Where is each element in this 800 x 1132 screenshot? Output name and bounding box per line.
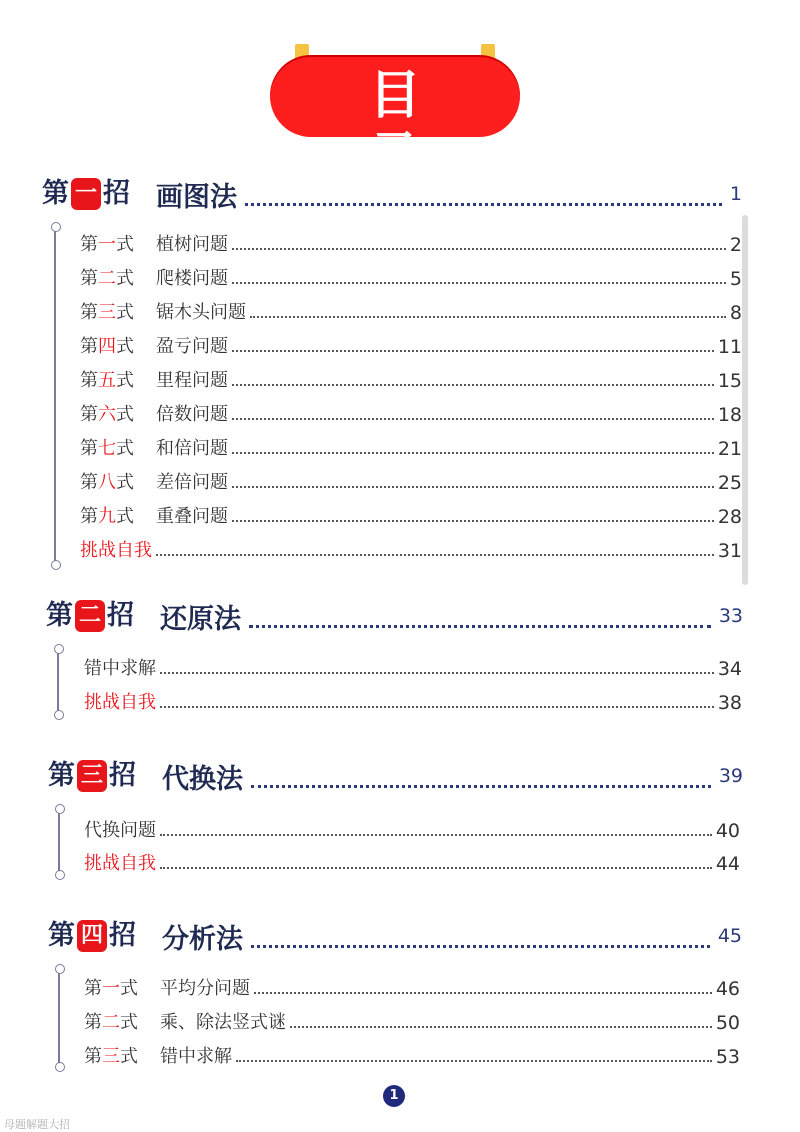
chapter-page-number: 33 — [718, 605, 743, 627]
watermark: 母题解题大招 — [4, 1118, 70, 1131]
entry-label: 第二式 — [80, 268, 134, 289]
chapter-prefix: 第 — [48, 760, 75, 791]
entry-label: 第九式 — [80, 506, 134, 527]
entry-label: 错中求解 — [84, 658, 156, 679]
entry-label: 第五式 — [80, 370, 134, 391]
chapter-number-badge: 一 — [71, 178, 101, 210]
chapter-page-number: 1 — [729, 183, 742, 205]
entry-topic: 乘、除法竖式谜 — [160, 1012, 286, 1033]
entry-page-number: 50 — [715, 1012, 740, 1034]
challenge-label: 挑战自我 — [84, 853, 156, 874]
entry-label: 第一式 — [80, 234, 134, 255]
chapter-page-number: 45 — [717, 925, 742, 947]
leader-dots — [160, 706, 714, 708]
entry-topic: 错中求解 — [160, 1046, 232, 1067]
chapter-title: 分析法 — [162, 923, 243, 955]
chapter-suffix: 招 — [109, 760, 136, 791]
entry-label: 第七式 — [80, 438, 134, 459]
entry-topic: 爬楼问题 — [156, 268, 228, 289]
entry-page-number: 25 — [717, 472, 742, 494]
chapter-heading[interactable] — [46, 596, 743, 636]
chapter-prefix: 第 — [46, 600, 73, 631]
toc-entry-challenge[interactable] — [84, 684, 742, 714]
entry-label: 第二式 — [84, 1012, 138, 1033]
toc-entry[interactable] — [80, 498, 742, 528]
toc-entry[interactable] — [84, 1038, 740, 1068]
leader-dots — [232, 520, 714, 522]
entry-page-number: 18 — [717, 404, 742, 426]
section-bracket — [58, 968, 60, 1068]
leader-dots — [232, 350, 714, 352]
toc-entry[interactable] — [80, 328, 742, 358]
page-number-badge: 1 — [383, 1085, 405, 1107]
leader-dots — [290, 1026, 712, 1028]
toc-entry[interactable] — [84, 970, 740, 1000]
entry-page-number: 5 — [729, 268, 742, 290]
toc-entry[interactable] — [84, 1004, 740, 1034]
toc-entry-challenge[interactable] — [84, 845, 740, 875]
toc-entry[interactable] — [80, 396, 742, 426]
leader-dots — [232, 452, 714, 454]
entry-topic: 盈亏问题 — [156, 336, 228, 357]
entry-label: 第三式 — [80, 302, 134, 323]
toc-entry[interactable] — [80, 260, 742, 290]
section-bracket — [54, 226, 56, 566]
leader-dots — [245, 197, 722, 206]
toc-entry[interactable] — [80, 294, 742, 324]
entry-page-number: 53 — [715, 1046, 740, 1068]
chapter-suffix: 招 — [109, 920, 136, 951]
leader-dots — [160, 867, 712, 869]
toc-entry[interactable] — [84, 812, 740, 842]
entry-page-number: 28 — [717, 506, 742, 528]
chapter-number-badge: 四 — [77, 920, 107, 952]
entry-page-number: 15 — [717, 370, 742, 392]
section-bracket — [57, 648, 59, 716]
entry-label: 第三式 — [84, 1046, 138, 1067]
leader-dots — [249, 619, 711, 628]
chapter-suffix: 招 — [107, 600, 134, 631]
entry-page-number: 34 — [717, 658, 742, 680]
chapter-prefix: 第 — [42, 178, 69, 209]
leader-dots — [232, 418, 714, 420]
leader-dots — [232, 384, 714, 386]
chapter-heading[interactable] — [48, 756, 743, 796]
entry-page-number: 31 — [717, 540, 742, 562]
leader-dots — [156, 554, 714, 556]
leader-dots — [160, 834, 712, 836]
entry-topic: 和倍问题 — [156, 438, 228, 459]
entry-topic: 平均分问题 — [160, 978, 250, 999]
edge-shadow — [742, 215, 748, 585]
leader-dots — [160, 672, 714, 674]
entry-page-number: 38 — [717, 692, 742, 714]
challenge-label: 挑战自我 — [84, 692, 156, 713]
entry-topic: 锯木头问题 — [156, 302, 246, 323]
entry-topic: 重叠问题 — [156, 506, 228, 527]
toc-entry[interactable] — [84, 650, 742, 680]
toc-entry[interactable] — [80, 430, 742, 460]
chapter-heading[interactable] — [48, 916, 742, 956]
entry-topic: 倍数问题 — [156, 404, 228, 425]
entry-page-number: 44 — [715, 853, 740, 875]
toc-entry-challenge[interactable] — [80, 532, 742, 562]
leader-dots — [254, 992, 712, 994]
entry-page-number: 2 — [729, 234, 742, 256]
entry-label: 第一式 — [84, 978, 138, 999]
chapter-prefix: 第 — [48, 920, 75, 951]
entry-label: 第四式 — [80, 336, 134, 357]
leader-dots — [232, 486, 714, 488]
entry-topic: 差倍问题 — [156, 472, 228, 493]
leader-dots — [250, 316, 726, 318]
chapter-number-badge: 三 — [77, 760, 107, 792]
entry-page-number: 8 — [729, 302, 742, 324]
chapter-title: 还原法 — [160, 603, 241, 635]
chapter-title: 代换法 — [162, 763, 243, 795]
entry-topic: 里程问题 — [156, 370, 228, 391]
toc-entry[interactable] — [80, 226, 742, 256]
toc-entry[interactable] — [80, 464, 742, 494]
section-bracket — [58, 808, 60, 876]
chapter-title: 画图法 — [156, 181, 237, 213]
title-banner — [270, 55, 520, 188]
entry-page-number: 40 — [715, 820, 740, 842]
entry-label: 代换问题 — [84, 820, 156, 841]
leader-dots — [236, 1060, 712, 1062]
entry-page-number: 11 — [717, 336, 742, 358]
toc-entry[interactable] — [80, 362, 742, 392]
leader-dots — [251, 939, 710, 948]
leader-dots — [232, 282, 726, 284]
page-title: 目录 — [368, 66, 481, 188]
entry-topic: 植树问题 — [156, 234, 228, 255]
entry-page-number: 21 — [717, 438, 742, 460]
entry-label: 第八式 — [80, 472, 134, 493]
leader-dots — [232, 248, 726, 250]
chapter-heading[interactable] — [42, 174, 742, 214]
leader-dots — [251, 779, 711, 788]
chapter-number-badge: 二 — [75, 600, 105, 632]
chapter-suffix: 招 — [103, 178, 130, 209]
chapter-page-number: 39 — [718, 765, 743, 787]
challenge-label: 挑战自我 — [80, 540, 152, 561]
entry-label: 第六式 — [80, 404, 134, 425]
entry-page-number: 46 — [715, 978, 740, 1000]
